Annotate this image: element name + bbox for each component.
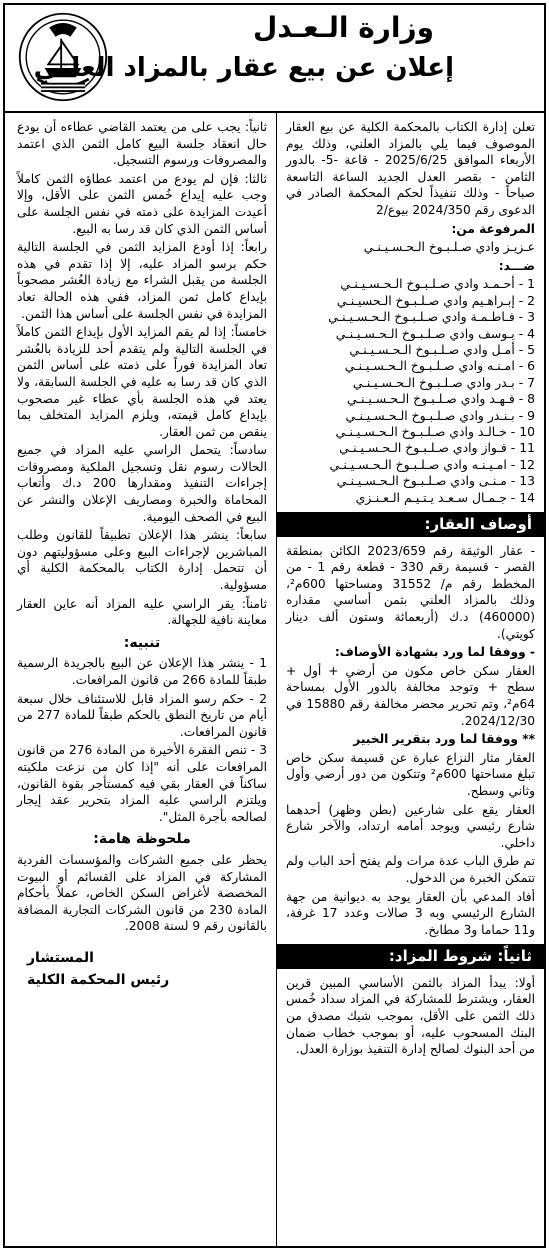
list-item: 2 - إبـراهـيم وادي صـلـبـوخ الـحسيـنـي [336, 292, 535, 308]
list-item: 12 - امـيـنـه وادي صـلـبـوخ الـحـسـيـنـي [329, 456, 535, 472]
property-paragraph: أفاد المدعي بأن العقار يوجد به ديوانية من جهة الشارع الرئيسي وبه 3 صالات وعدد 17 غرفة، و11 حماما و3 مطابخ. [286, 889, 535, 937]
list-item: 7 - بـدر وادي صـلـبـوخ الـحـسـيـنـي [352, 374, 535, 390]
announcement-title: إعلان عن بيع عقار بالمزاد العلني [33, 53, 454, 83]
condition-paragraph: خامساً: إذا لم يقم المزايد الأول بإيداع الثمن كاملاً في الجلسة التالية ولم يتقدم أحد للزيادة بالعُشر تعاد المزايدة فوراً على ذمته على أساس الثمن الذي كان قد رسا به عليه في الجلسة السابقة، ولا يعتد في هذه الجلسة بأي عطاء غير مصحوب بإيداع كامل قيمته، ويلزم المزايد المتخلف بما ينقص من ثمن العقار. [17, 325, 267, 439]
property-paragraph: العقار مثار النزاع عبارة عن قسيمة سكن خاص تبلغ مساحتها 600م² وتتكون من دور أرضي وأول وثاني وسطح. [286, 750, 535, 798]
defendants-list [286, 276, 535, 506]
list-item: 4 - يـوسف وادي صـلـبـوخ الـحـسـيـنـي [335, 325, 535, 341]
list-item: 6 - امـنـه وادي صـلـبـوخ الـحـسـيـنـي [344, 358, 535, 374]
list-item: 1 - أحـمـد وادي صـلـبـوخ الـحـسـيـنـي [340, 276, 535, 292]
condition-paragraph: أولا: يبدأ المزاد بالثمن الأساسي المبين قرين العقار، ويشترط للمشاركة في المزاد سداد خُمس ذلك الثمن على الأقل، بموجب شيك مصدق من البنك المسحوب عليه، أو بموجب خطاب ضمان من أحد البنوك لصالح إدارة التنفيذ بوزارة العدل. [286, 975, 535, 1057]
left-column [8, 113, 276, 1248]
condition-paragraph: ثالثا: فإن لم يودع من اعتمد عطاؤه الثمن كاملاً وجب عليه إيداع خُمس الثمن على الأقل، وإلا أعيدت المزايدة على ذمته في نفس الجلسة على أساس الثمن الذي كان قد رسا به البيع. [17, 171, 267, 236]
condition-paragraph: رابعاً: إذا أودع المزايد الثمن في الجلسة التالية حكم برسو المزاد عليه، إلا إذا تقدم في هذه الجلسة من يقبل الشراء مع زيادة العُشر مصحوباً بإيداع كامل ثمن المزاد، ففي هذه الحالة تعاد المزايدة في نفس الجلسة على أساس هذا الثمن. [17, 240, 267, 321]
list-item: 5 - أمـل وادي صـلـبـوخ الـحـسـيـنـي [349, 341, 535, 357]
right-column [276, 113, 544, 1248]
condition-paragraph: سادساً: يتحمل الراسي عليه المزاد في جميع الحالات رسوم نقل وتسجيل الملكية ومصروفات إجراءات التنفيذ ومقدارها 200 د.ك وأتعاب المحاماة والخبرة ومصاريف الإعلان والنشر عن البيع في الصحف اليومية. [17, 443, 267, 524]
property-description-heading: أوصاف العقار: [277, 512, 544, 537]
property-subheading: - ووفقا لما ورد بشهادة الأوصاف: [334, 645, 535, 660]
property-subheading: ** ووفقا لما ورد بتقرير الخبير [353, 732, 535, 747]
list-item: 14 - جـمـال سـعـد يـتـيـم الـعـنـزي [355, 489, 535, 505]
against-label: ضـــد: [498, 258, 535, 273]
header [5, 5, 544, 113]
ministry-name: وزارة الـعـدل [252, 11, 434, 44]
announcement-page [3, 3, 546, 1248]
property-paragraph: تم طرق الباب عدة مرات ولم يفتح أحد الباب ولم تتمكن الخبرة من الدخول. [286, 854, 535, 885]
list-item: 13 - مـنـى وادي صـلـبـوخ الـحـسـيـنـي [336, 473, 535, 489]
notice-heading: تنبيه: [123, 634, 161, 651]
signature-block [17, 947, 267, 991]
list-item: 3 - فـاطـمـة وادي صـلـبـوخ الـحـسـيـنـي [328, 309, 535, 325]
plaintiff-label: المرفوعة من: [451, 221, 535, 236]
intro-paragraph: تعلن إدارة الكتاب بالمحكمة الكلية عن بيع العقار الموصوف فيما يلي بالمزاد العلني، وذلك يوم الأربعاء الموافق 2025/6/25 - قاعة -5- بالدور الثامن - بقصر العدل الجديد الساعة التاسعة صباحاً - وذلك تنفيذاً لحكم المحكمة الصادر في الدعوى رقم 2024/350 بيوع/2 [286, 120, 535, 217]
notice-item: 1 - ينشر هذا الإعلان عن البيع بالجريدة الرسمية طبقاً للمادة 266 من قانون المرافعات. [17, 656, 267, 687]
list-item: 11 - فـواز وادي صـلـبـوخ الـحـسـيـنـي [339, 440, 535, 456]
plaintiff-name: عـزيـز وادي صـلـبـوخ الـحـسـيـنـي [363, 240, 535, 255]
important-note: يحظر على جميع الشركات والمؤسسات الفردية المشاركة في المزاد على القسائم أو البيوت المخصصة لأغراض السكن الخاص، عملاً بأحكام المادة 230 من قانون الشركات التجارية المضافة بالقانون رقم 9 لسنة 2008. [17, 852, 268, 934]
list-item: 10 - خـالـد وادي صـلـبـوخ الـحـسـيـنـي [335, 424, 535, 439]
signatory-position: رئيس المحكمة الكلية [27, 971, 170, 988]
property-paragraph: - عقار الوثيقة رقم 2023/659 الكائن بمنطقة القصر - قسيمة رقم 330 - قطعة رقم 1 - من المخطط رقم م/ 31552 ومساحتها 600م²، وذلك بالمزاد العلني بثمن أساسي مقداره (460000) د.ك (أربعمائة وستون ألف دينار كويتي). [286, 543, 536, 641]
columns [5, 113, 544, 1248]
property-paragraph: العقار سكن خاص مكون من أرضي + أول + سطح + وتوجد مخالفة بالدور الأول بمساحة 64م²، وتم تحرير محضر مخالفة رقم 15880 في 2024/12/30. [286, 663, 535, 728]
notice-item: 3 - تنص الفقرة الأخيرة من المادة 276 من قانون المرافعات على أنه "إذا كان من نزعت ملكيته ساكناً في العقار بقي فيه كمستأجر بقوة القانون، ويلتزم الراسي عليه المزاد بتحرير عقد إيجار لصالحه بأجرة المثل". [17, 743, 267, 824]
condition-paragraph: سابعاً: ينشر هذا الإعلان تطبيقاً للقانون وطلب المباشرين لإجراءات البيع وعلى مسؤوليتهم دون أن تتحمل إدارة الكتاب بالمحكمة الكلية أي مسؤولية. [17, 528, 267, 593]
auction-conditions-heading: ثانياً: شروط المزاد: [277, 944, 544, 969]
condition-paragraph: ثانياً: يجب على من يعتمد القاضي عطاءه أن يودع حال انعقاد جلسة البيع كامل الثمن الذي اعتمد والمصروفات ورسوم التسجيل. [17, 120, 267, 168]
signatory-title: المستشار [27, 949, 94, 966]
list-item: 8 - فـهـد وادي صـلـبـوخ الـحـسـيـنـي [347, 391, 535, 407]
important-note-heading: ملحوظة هامة: [93, 831, 191, 848]
list-item: 9 - بـنـدر وادي صـلـبـوخ الـحـسـيـنـي [345, 407, 535, 423]
condition-paragraph: ثامناً: يقر الراسي عليه المزاد أنه عاين العقار معاينة نافية للجهالة. [17, 596, 267, 628]
property-paragraph: العقار يقع على شارعين (بطن وظهر) أحدهما شارع رئيسي ويوجد أمامه ارتداد، والآخر شارع داخلي. [286, 802, 535, 850]
notice-item: 2 - حكم رسو المزاد قابل للاستئناف خلال سبعة أيام من تاريخ النطق بالحكم طبقاً للمادة 277 من قانون المرافعات. [17, 691, 267, 739]
